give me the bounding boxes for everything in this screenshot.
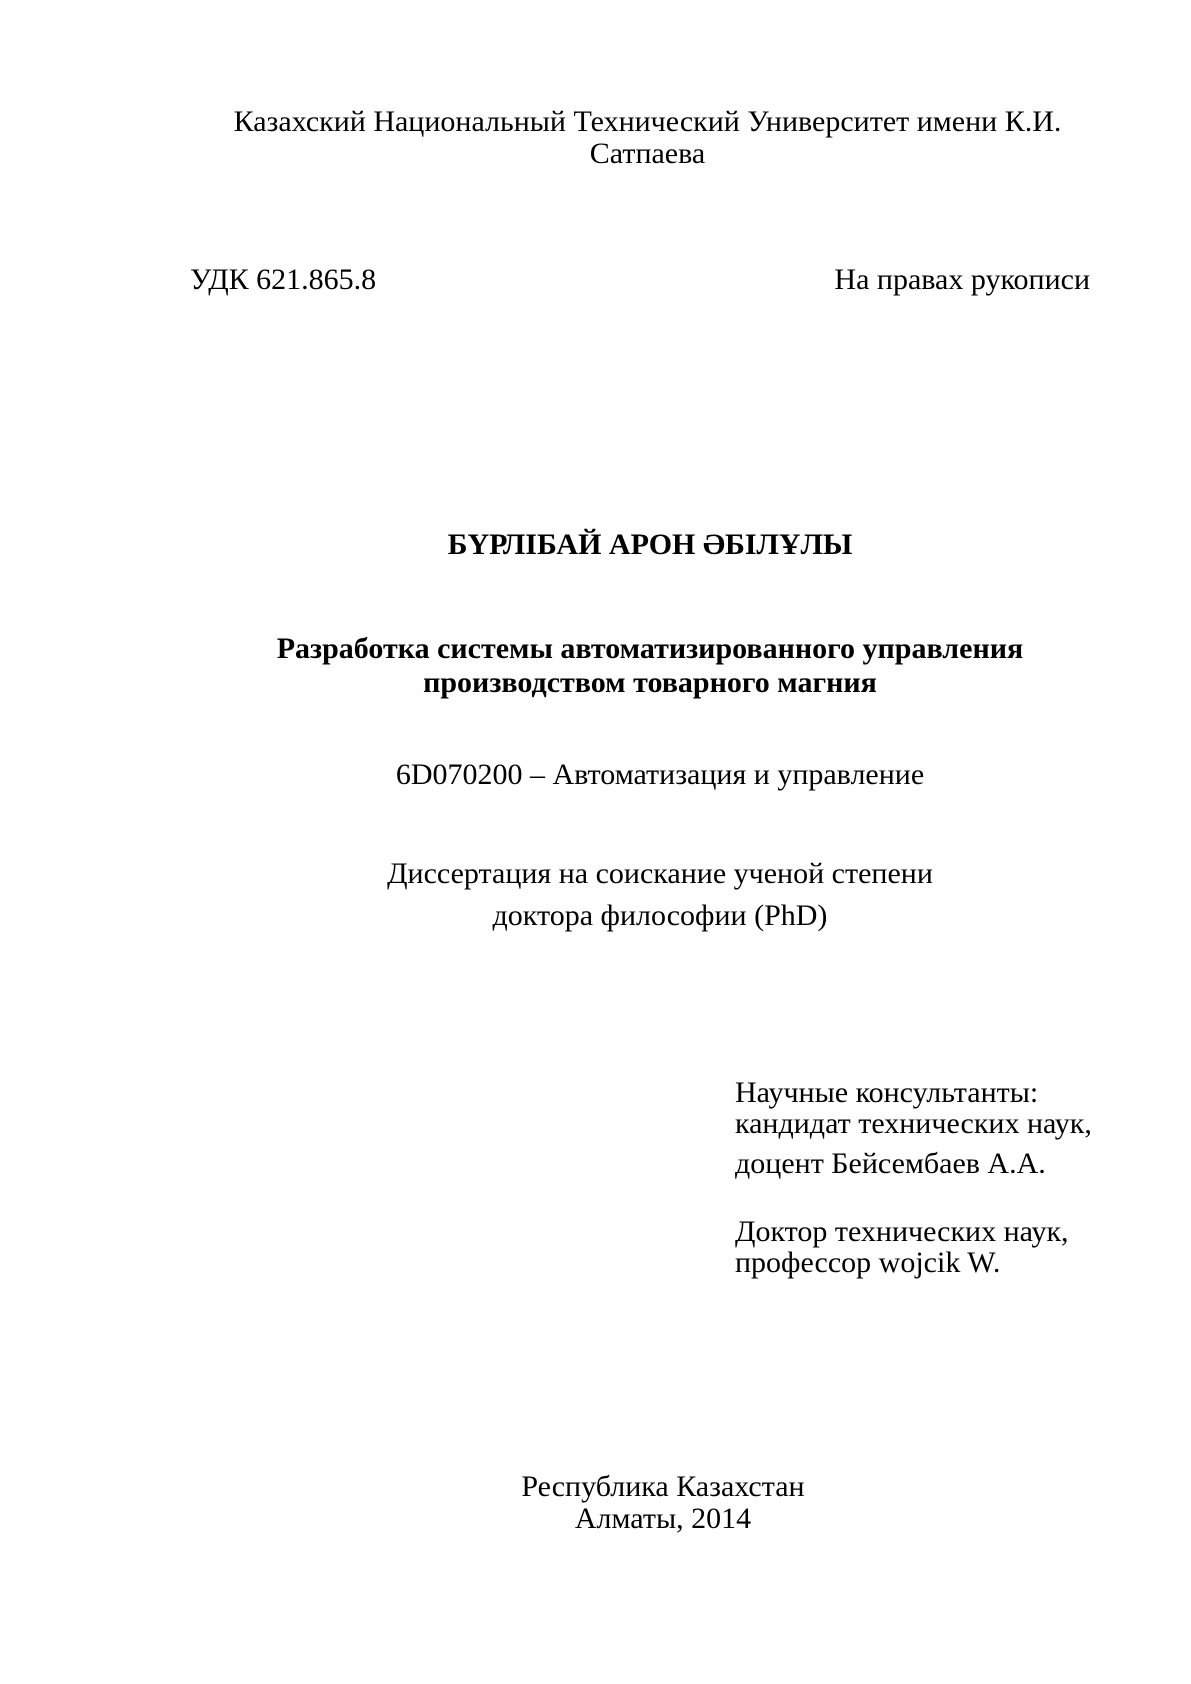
consultant-2-degree: Доктор технических наук, bbox=[735, 1215, 1069, 1248]
degree-statement bbox=[190, 853, 1130, 937]
footer-country: Республика Казахстан bbox=[521, 1470, 805, 1503]
consultants-block bbox=[735, 1077, 1155, 1278]
degree-statement-line-2: доктора философии (PhD) bbox=[492, 899, 828, 932]
degree-statement-line-1: Диссертация на соискание ученой степени bbox=[387, 857, 933, 890]
consultant-2-name: профессор wojcik W. bbox=[735, 1246, 1001, 1279]
dissertation-title bbox=[190, 632, 1110, 700]
consultants-heading: Научные консультанты: bbox=[735, 1076, 1039, 1109]
dissertation-title-line-2: производством товарного магния bbox=[423, 666, 877, 699]
author-name: БҮРЛІБАЙ АРОН ӘБІЛҰЛЫ bbox=[447, 528, 853, 561]
manuscript-note: На правах рукописи bbox=[834, 263, 1090, 296]
footer-block bbox=[190, 1471, 1136, 1535]
udk-number: УДК 621.865.8 bbox=[190, 263, 377, 296]
udk-row bbox=[190, 264, 1090, 296]
university-name: Казахский Национальный Технический Университет имени К.И. Сатпаева bbox=[233, 105, 1062, 170]
consultant-1-name: доцент Бейсембаев А.А. bbox=[735, 1147, 1046, 1180]
consultant-1-degree: кандидат технических наук, bbox=[735, 1107, 1092, 1140]
footer-city-year: Алматы, 2014 bbox=[574, 1502, 752, 1535]
specialty-code: 6D070200 – Автоматизация и управление bbox=[395, 758, 925, 791]
dissertation-title-line-1: Разработка системы автоматизированного управления bbox=[276, 632, 1024, 665]
